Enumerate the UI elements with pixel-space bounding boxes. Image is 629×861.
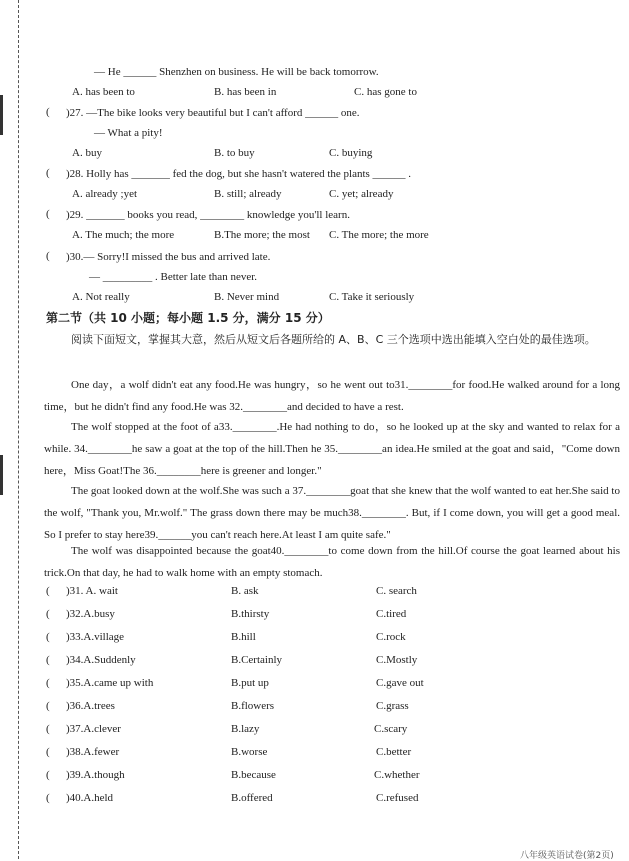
section-title: 第二节（共 10 小题；每小题 1.5 分，满分 15 分） bbox=[46, 311, 330, 325]
option-b: B. still; already bbox=[214, 188, 282, 200]
option-c: C.gave out bbox=[376, 677, 424, 689]
option-c: C. has gone to bbox=[354, 86, 417, 98]
answer-paren[interactable]: ( bbox=[46, 250, 50, 262]
option-c: C.rock bbox=[376, 631, 406, 643]
option-a: )40.A.held bbox=[66, 792, 114, 804]
option-b: B. Never mind bbox=[214, 291, 280, 303]
option-b: B.flowers bbox=[231, 700, 275, 712]
binding-mark bbox=[0, 95, 3, 135]
option-a: )38.A.fewer bbox=[66, 746, 120, 758]
option-b: B. to buy bbox=[214, 147, 255, 159]
option-a: )35.A.came up with bbox=[66, 677, 154, 689]
option-c: C.Mostly bbox=[376, 654, 418, 666]
option-a: A. The much; the more bbox=[72, 229, 175, 241]
question-26-line: — He ______ Shenzhen on business. He will be back tomorrow. bbox=[94, 66, 379, 78]
option-c: C.whether bbox=[374, 769, 420, 781]
question-30-reply: — _________ . Better late than never. bbox=[89, 271, 258, 283]
passage-paragraph-2: The wolf stopped at the foot of a33.________.He had nothing to do，so he looked up at the sky and wanted to relax for a while. 34.________he saw a goat at the top of the hill.Then he 35.________an idea.He smiled at the goat and said，"Come down here，Miss Goat!The 36.________here is greener and longer." bbox=[44, 421, 620, 477]
option-c: C.better bbox=[376, 746, 412, 758]
section-instruction: 阅读下面短文，掌握其大意，然后从短文后各题所给的 A、B、C 三个选项中选出能填入空白处的最佳选项。 bbox=[71, 333, 596, 346]
option-a: A. has been to bbox=[72, 86, 135, 98]
option-a: )37.A.clever bbox=[66, 723, 121, 735]
answer-paren[interactable]: ( bbox=[46, 167, 50, 179]
question-29: )29. _______ books you read, ________ knowledge you'll learn. bbox=[66, 209, 350, 221]
binding-line bbox=[18, 0, 19, 859]
question-28: )28. Holly has _______ fed the dog, but she hasn't watered the plants ______ . bbox=[66, 168, 412, 180]
answer-paren[interactable]: ( bbox=[46, 654, 50, 666]
passage-paragraph-1: One day，a wolf didn't eat any food.He was hungry，so he went out to31.________for food.He walked around for a long time，but he didn't find any food.He was 32.________and decided to have a rest. bbox=[44, 379, 620, 413]
option-b: B. ask bbox=[231, 585, 259, 597]
option-a: )32.A.busy bbox=[66, 608, 115, 620]
answer-paren[interactable]: ( bbox=[46, 608, 50, 620]
option-b: B.thirsty bbox=[231, 608, 270, 620]
answer-paren[interactable]: ( bbox=[46, 700, 50, 712]
option-a: )33.A.village bbox=[66, 631, 125, 643]
answer-paren[interactable]: ( bbox=[46, 106, 50, 118]
option-a: )34.A.Suddenly bbox=[66, 654, 136, 666]
option-b: B.The more; the most bbox=[214, 229, 310, 241]
passage-paragraph-4: The wolf was disappointed because the goat40.________to come down from the hill.Of course the goat learned about his trick.On that day, he had to walk home with an empty stomach. bbox=[44, 545, 620, 579]
answer-paren[interactable]: ( bbox=[46, 585, 50, 597]
option-c: C. search bbox=[376, 585, 417, 597]
option-b: B.put up bbox=[231, 677, 269, 689]
option-c: C.refused bbox=[376, 792, 419, 804]
option-c: C.grass bbox=[376, 700, 409, 712]
answer-paren[interactable]: ( bbox=[46, 208, 50, 220]
option-b: B.offered bbox=[231, 792, 273, 804]
option-a: A. buy bbox=[72, 147, 102, 159]
answer-paren[interactable]: ( bbox=[46, 677, 50, 689]
option-a: )36.A.trees bbox=[66, 700, 115, 712]
option-c: C.scary bbox=[374, 723, 408, 735]
option-a: )31. A. wait bbox=[66, 585, 118, 597]
option-b: B.Certainly bbox=[231, 654, 283, 666]
option-b: B.because bbox=[231, 769, 276, 781]
option-a: )39.A.though bbox=[66, 769, 125, 781]
answer-paren[interactable]: ( bbox=[46, 631, 50, 643]
page-footer: 八年级英语试卷(第2页) bbox=[520, 851, 614, 861]
option-c: C. Take it seriously bbox=[329, 291, 415, 303]
option-c: C.tired bbox=[376, 608, 407, 620]
option-c: C. buying bbox=[329, 147, 373, 159]
option-a: A. already ;yet bbox=[72, 188, 138, 200]
option-c: C. yet; already bbox=[329, 188, 394, 200]
option-b: B.hill bbox=[231, 631, 256, 643]
binding-mark bbox=[0, 455, 3, 495]
answer-paren[interactable]: ( bbox=[46, 769, 50, 781]
option-a: A. Not really bbox=[72, 291, 130, 303]
option-c: C. The more; the more bbox=[329, 229, 429, 241]
option-b: B. has been in bbox=[214, 86, 277, 98]
option-b: B.worse bbox=[231, 746, 268, 758]
answer-paren[interactable]: ( bbox=[46, 746, 50, 758]
option-b: B.lazy bbox=[231, 723, 260, 735]
passage-paragraph-3: The goat looked down at the wolf.She was such a 37.________goat that she knew that the wolf wanted to eat her.She said to the wolf, "Thank you, Mr.wolf." The grass down there may be much38.________. But, if I come down, you will get a good meal. So I prefer to stay here39.______you can't reach here.At least I am quite safe." bbox=[44, 485, 620, 541]
question-27: )27. —The bike looks very beautiful but I can't afford ______ one. bbox=[66, 107, 360, 119]
answer-paren[interactable]: ( bbox=[46, 792, 50, 804]
question-30: )30.— Sorry!I missed the bus and arrived late. bbox=[66, 251, 271, 263]
question-27-reply: — What a pity! bbox=[94, 127, 163, 139]
answer-paren[interactable]: ( bbox=[46, 723, 50, 735]
